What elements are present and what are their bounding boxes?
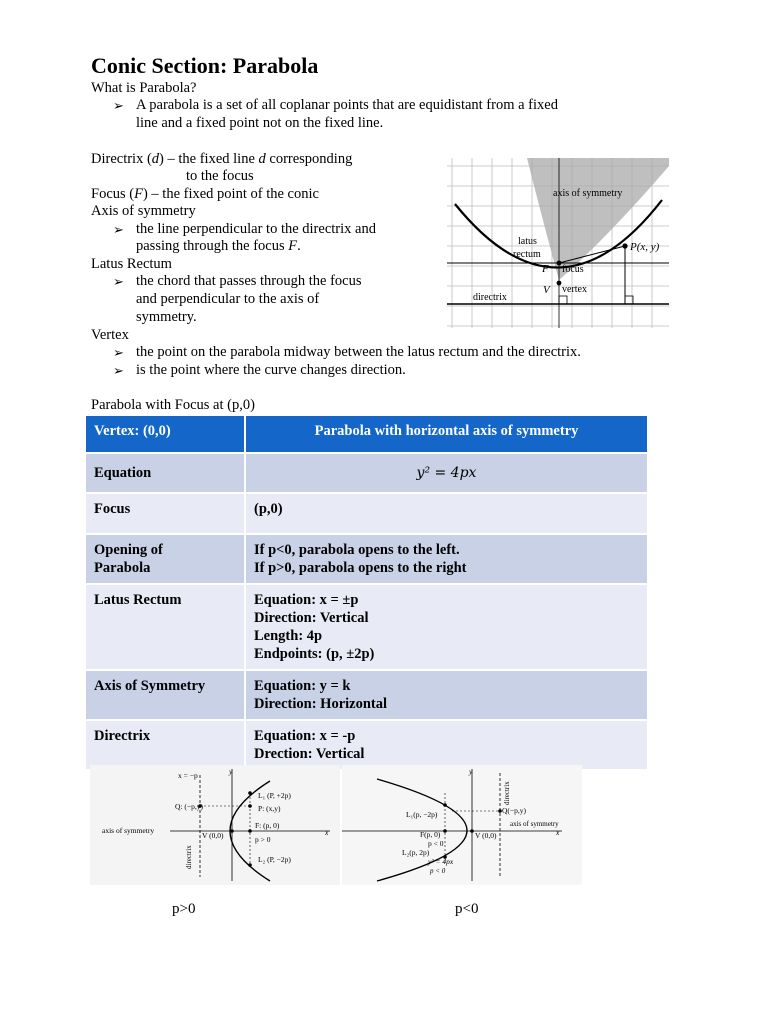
caption-right: p<0 [455, 901, 479, 917]
axis-label: axis of symmetry [102, 826, 155, 835]
parabola-definition-figure [447, 158, 669, 328]
l1-label: L₁(p, −2p) [406, 810, 438, 819]
directrix-label: directrix [473, 292, 507, 303]
table-header-left: Vertex: (0,0) [85, 415, 245, 453]
vertex-label: vertex [562, 284, 587, 295]
p-condition-label: p > 0 [255, 835, 271, 844]
directrix-label: directrix [503, 781, 511, 805]
bullet-icon: ➢ [113, 363, 124, 378]
latus-bullet-line-2: and perpendicular to the axis of [136, 291, 320, 307]
x-axis-label: x [325, 828, 329, 837]
term-vertex-title: Vertex [91, 327, 129, 343]
bullet-icon: ➢ [113, 222, 124, 237]
row-label: Latus Rectum [85, 584, 245, 670]
definition-line-1: A parabola is a set of all coplanar points that are equidistant from a fixed [136, 97, 558, 113]
bullet-icon: ➢ [113, 98, 124, 113]
vertex-label: V (0,0) [202, 831, 224, 840]
q-point-label: Q(−p,y) [502, 806, 527, 815]
term-axis-title: Axis of symmetry [91, 203, 196, 219]
vertex-dot [557, 281, 562, 286]
row-label: Opening of Parabola [85, 534, 245, 584]
table-row [85, 493, 648, 534]
p-condition-label-2: p < 0 [430, 867, 446, 875]
row-label: Directrix [85, 720, 245, 770]
axis-label: axis of symmetry [510, 820, 559, 828]
directrix-label: directrix [185, 845, 193, 869]
caption-left: p>0 [172, 901, 196, 917]
vertex-letter: V [543, 284, 550, 296]
table-header-right: Parabola with horizontal axis of symmetry [245, 415, 648, 453]
row-label: Axis of Symmetry [85, 670, 245, 720]
axis-symmetry-value: Equation: y = k Direction: Horizontal [245, 670, 648, 720]
directrix-eq-label: x = −p [178, 771, 198, 780]
x-axis-label: x [556, 828, 560, 837]
table-caption: Parabola with Focus at (p,0) [91, 397, 255, 413]
latus-bullet-line-3: symmetry. [136, 309, 197, 325]
vertex-bullet-2: is the point where the curve changes direction. [136, 362, 406, 378]
p-condition-label: p < 0 [428, 839, 444, 848]
table-row [85, 720, 648, 770]
intro-question: What is Parabola? [91, 80, 197, 96]
row-label: Equation [85, 453, 245, 493]
focus-value: (p,0) [245, 493, 648, 534]
focus-label: F(p, 0) [420, 830, 441, 839]
parabola-table [84, 414, 649, 771]
term-focus: Focus (F) – the fixed point of the conic [91, 186, 319, 202]
l2-label: L₂ (P, −2p) [258, 855, 291, 864]
axis-bullet-line-2: passing through the focus F. [136, 238, 301, 254]
focus-label: F: (p, 0) [255, 821, 280, 830]
focus-dot [557, 261, 562, 266]
vertex-label: V (0,0) [475, 831, 497, 840]
l2-label: L₂(p, 2p) [402, 848, 430, 857]
equation-value: y² = 4px [245, 453, 648, 493]
parabola-left-opening-figure [342, 765, 582, 885]
point-label: P(x, y) [630, 241, 660, 253]
y-axis-label: y [229, 767, 233, 776]
term-directrix-cont: to the focus [186, 168, 254, 184]
table-row [85, 453, 648, 493]
point-p-dot [622, 243, 627, 248]
definition-line-2: line and a fixed point not on the fixed line. [136, 115, 384, 131]
table-row [85, 584, 648, 670]
page-title: Conic Section: Parabola [91, 53, 319, 78]
directrix-value: Equation: x = -p Drection: Vertical [245, 720, 648, 770]
term-latus-title: Latus Rectum [91, 256, 172, 272]
equation-label: y² = 4px [428, 857, 454, 866]
p-point-label: P: (x,y) [258, 804, 281, 813]
y-axis-label: y [469, 767, 473, 776]
axis-label: axis of symmetry [553, 188, 623, 199]
term-directrix: Directrix (d) – the fixed line d corresponding [91, 151, 353, 167]
latus-label-2: rectum [513, 249, 541, 260]
bullet-icon: ➢ [113, 345, 124, 360]
vertex-bullet-1: the point on the parabola midway between the latus rectum and the directrix. [136, 344, 581, 360]
table-row [85, 534, 648, 584]
focus-label: focus [562, 264, 584, 275]
parabola-right-opening-figure [90, 765, 340, 885]
axis-bullet-line-1: the line perpendicular to the directrix and [136, 221, 376, 237]
opening-value: If p<0, parabola opens to the left. If p>0, parabola opens to the right [245, 534, 648, 584]
focus-letter: F [542, 263, 549, 275]
latus-rectum-value: Equation: x = ±p Direction: Vertical Length: 4p Endpoints: (p, ±2p) [245, 584, 648, 670]
bullet-icon: ➢ [113, 274, 124, 289]
l1-label: L₁ (P, +2p) [258, 791, 291, 800]
q-point-label: Q: (−p,y) [175, 802, 203, 811]
row-label: Focus [85, 493, 245, 534]
latus-bullet-line-1: the chord that passes through the focus [136, 273, 362, 289]
table-row [85, 670, 648, 720]
latus-label-1: latus [518, 236, 537, 247]
